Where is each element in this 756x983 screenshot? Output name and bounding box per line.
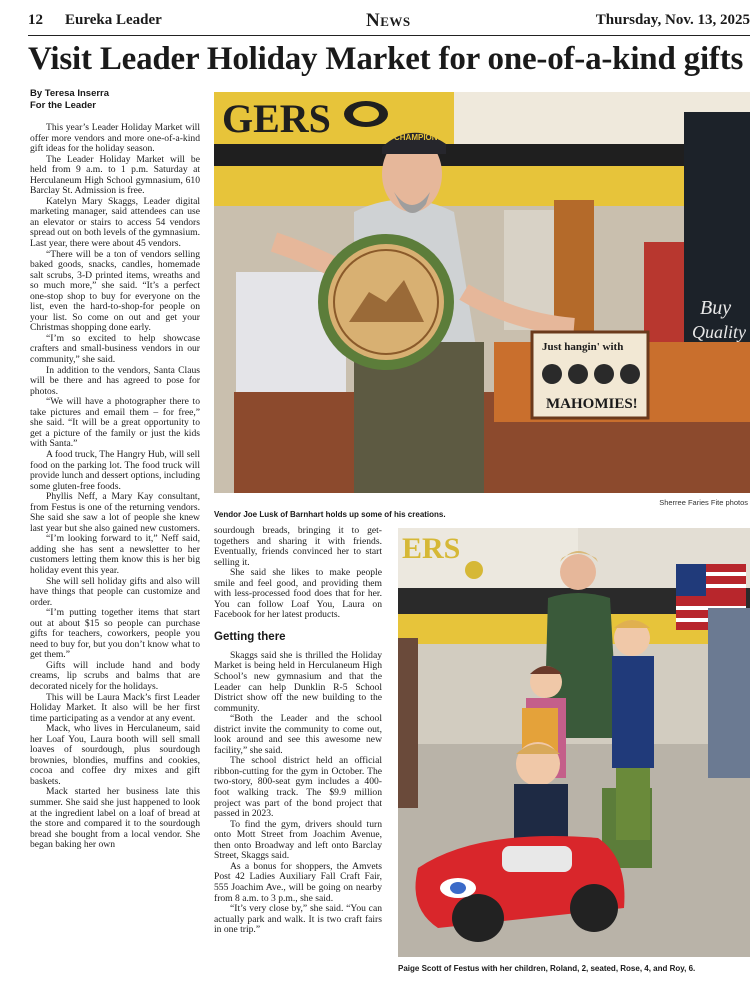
page-header (28, 10, 750, 36)
photo-caption-family: Paige Scott of Festus with her children, Roland, 2, seated, Rose, 4, and Roy, 6. (398, 964, 696, 973)
paragraph: “Both the Leader and the school district invite the community to come out, look around and see this awesome new facility,” she said. (214, 713, 382, 756)
paragraph: This year’s Leader Holiday Market will offer more vendors and more one-of-a-kind gift ideas for the holiday season. (30, 123, 200, 155)
article-column-1 (30, 123, 200, 981)
paragraph: This will be Laura Mack’s first Leader Holiday Market. It also will be her first time participating as a vendor at any event. (30, 691, 200, 724)
banner-text-quality: Quality (692, 322, 746, 342)
paragraph: “I’m looking forward to it,” Neff said, adding she has sent a newsletter to her customers letting them know this is her big holiday event this year. (30, 533, 200, 576)
sign-line-2: MAHOMIES! (546, 396, 638, 412)
publication-name: Eureka Leader (65, 12, 162, 28)
vendor-photo (214, 92, 750, 493)
paragraph: Mack started her business late this summer. She said she just happened to look at the ingredient label on a loaf of bread at the store and compared it to the sourdough bread she bought from a local vendor. She began baking her own (30, 786, 200, 851)
paragraph: “There will be a ton of vendors selling baked goods, snacks, candles, homemade salt scrubs, 3-D printed items, wreaths and so much more,” she said. “It’s a perfect one-stop shop to buy for everyone on the list, even the hard-to-shop-for people on your list. So come on out and get your Christmas shopping done early. (30, 248, 200, 334)
paragraph: The Leader Holiday Market will be held from 9 a.m. to 1 p.m. Saturday at Herculaneum High School gymnasium, 610 Barclay St. Admission is free. (30, 153, 200, 197)
paragraph: sourdough breads, bringing it to get-togethers and sharing it with friends. Eventually, friends convinced her to start selling it. (214, 526, 382, 568)
paragraph: In addition to the vendors, Santa Claus will be there and has agreed to pose for photos. (30, 364, 200, 397)
byline-affiliation: For the Leader (30, 100, 96, 111)
article-column-2 (214, 526, 382, 981)
wall-lettering: ERS (402, 532, 461, 565)
paragraph: Gifts will include hand and body creams, lip scrubs and balms that are decorated nicely for the holidays. (30, 659, 200, 692)
subheading: Getting there (214, 630, 286, 643)
banner-text-buy: Buy (700, 297, 732, 319)
issue-date: Thursday, Nov. 13, 2025 (595, 12, 750, 28)
byline-author: By Teresa Inserra (30, 88, 110, 99)
section-name: News (366, 10, 411, 31)
sign-line-1: Just hangin' with (542, 341, 624, 353)
photo-credit: Sherree Faries Fite photos (659, 498, 748, 507)
paragraph: Skaggs said she is thrilled the Holiday Market is being held in Herculaneum High School’s new gymnasium and that the Leader can help Dunklin R-5 School District show off the new building to the community. (214, 649, 382, 714)
paragraph: She will sell holiday gifts and also will have things that people can customize and order. (30, 575, 200, 608)
family-photo (398, 528, 750, 957)
hat-lettering: CHAMPIONS (394, 133, 443, 142)
paragraph: To find the gym, drivers should turn onto Mott Street from Joachim Avenue, then onto Broadway and left onto Barclay Street, Skaggs said. (214, 818, 382, 862)
wall-lettering: GERS (222, 96, 331, 141)
paragraph: Katelyn Mary Skaggs, Leader digital marketing manager, said attendees can use an elevator or stairs to access 54 vendors spread out on both levels of the gymnasium. Last year, there were about 45 vendors. (30, 195, 200, 250)
paragraph: Phyllis Neff, a Mary Kay consultant, from Festus is one of the returning vendors. She said she saw a lot of people she knew last year but she also gained new customers. (30, 491, 200, 534)
paragraph: “It’s very close by,” she said. “You can actually park and walk. It is two craft fairs in one trip.” (214, 903, 382, 936)
paragraph: Mack, who lives in Herculaneum, said her Loaf You, Laura booth will sell small loaves of sourdough, plus sourdough brownies, blondies, muffins and cookies, cocoa and coffee dry mixes and gift baskets. (30, 723, 200, 787)
headline: Visit Leader Holiday Market for one-of-a-kind gifts (28, 41, 744, 77)
paragraph: “I’m so excited to help showcase crafters and small-business vendors in our community,” she said. (30, 332, 200, 366)
paragraph: She said she likes to make people smile and feel good, and providing them with less-processed food does that for her. You can follow Loaf You, Laura on Facebook for her latest products. (214, 567, 382, 621)
paragraph: As a bonus for shoppers, the Amvets Post 42 Ladies Auxiliary Fall Craft Fair, 555 Joachim Ave., will be going on nearby from 8 a.m. to 3 p.m., she said. (214, 860, 382, 904)
paragraph: A food truck, The Hangry Hub, will sell food on the parking lot. The food truck will provide lunch and dessert options, including some gluten-free foods. (30, 448, 200, 492)
paragraph: “We will have a photographer there to take pictures and email them – for free,” she said. “It will be a great opportunity to get a picture of the family or just the kids with Santa.” (30, 396, 200, 450)
byline (30, 88, 210, 112)
family-photo-illustration (398, 528, 750, 957)
photo-caption-vendor: Vendor Joe Lusk of Barnhart holds up some of his creations. (214, 510, 446, 519)
paragraph: The school district held an official ribbon-cutting for the gym in October. The two-story, 800-seat gym includes a 400-foot walking track. The $9.9 million project was part of the bond project that passed in 2023. (214, 755, 382, 820)
paragraph: “I’m putting together items that start out at about $15 so people can purchase gifts for teachers, coworkers, people you need to buy for, but you don’t know what to get them.” (30, 607, 200, 661)
page-number: 12 (28, 12, 43, 28)
vendor-photo-illustration (214, 92, 750, 493)
